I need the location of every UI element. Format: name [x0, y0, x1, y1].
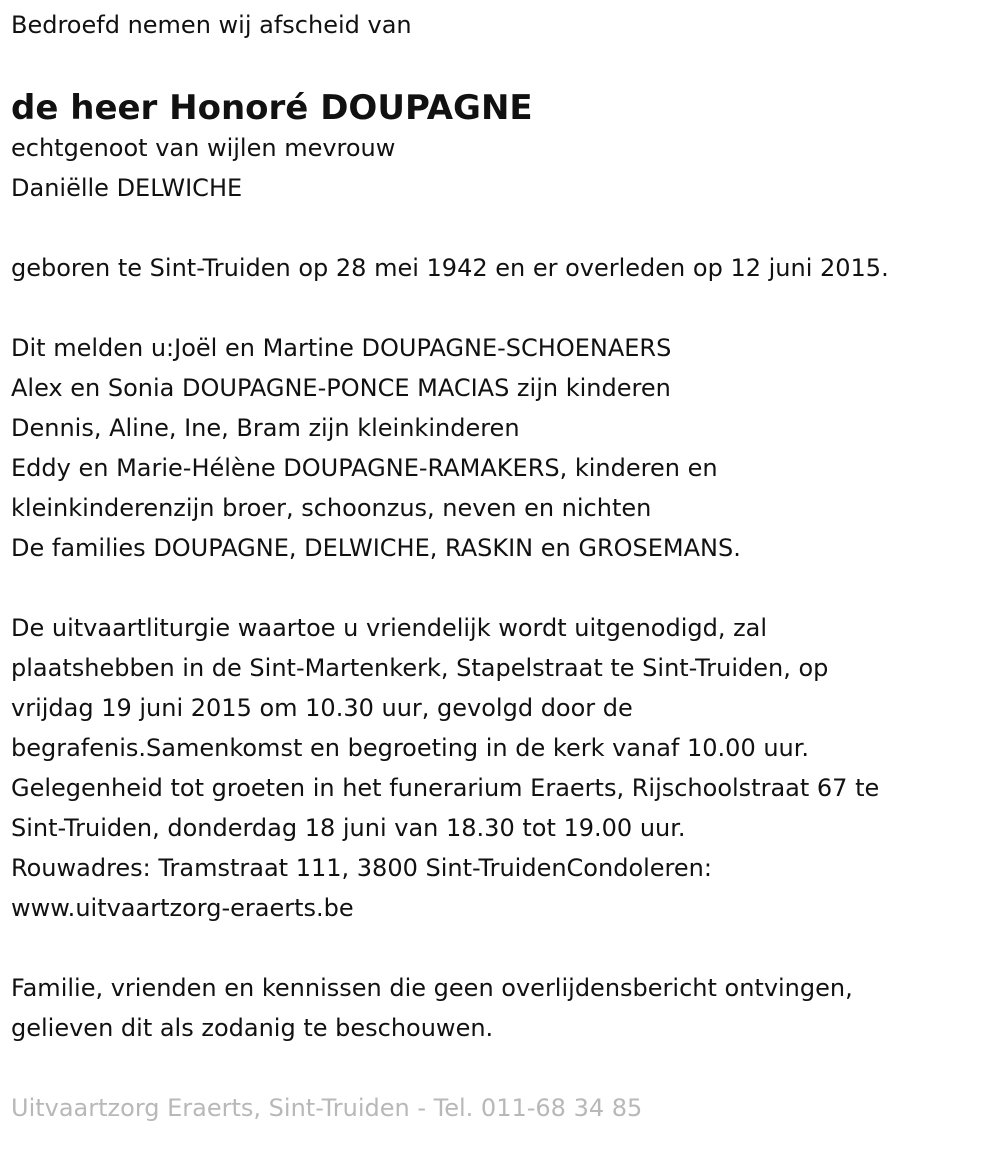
ceremony-line: Sint-Truiden, donderdag 18 juni van 18.30 tot 19.00 uur.: [11, 814, 686, 842]
family-line: Alex en Sonia DOUPAGNE-PONCE MACIAS zijn kinderen: [11, 374, 671, 402]
family-line: De families DOUPAGNE, DELWICHE, RASKIN en GROSEMANS.: [11, 534, 741, 562]
spouse-line-2: Daniëlle DELWICHE: [11, 174, 243, 202]
family-line: Dit melden u:Joël en Martine DOUPAGNE-SCHOENAERS: [11, 334, 672, 362]
closing-line: Familie, vrienden en kennissen die geen overlijdensbericht ontvingen,: [11, 974, 853, 1002]
deceased-name: de heer Honoré DOUPAGNE: [11, 88, 533, 128]
family-line: Eddy en Marie-Hélène DOUPAGNE-RAMAKERS, kinderen en: [11, 454, 718, 482]
death-notice: [11, 0, 991, 1128]
ceremony-line: vrijdag 19 juni 2015 om 10.30 uur, gevolgd door de: [11, 694, 633, 722]
family-section: [11, 328, 991, 568]
funeral-home-footer: Uitvaartzorg Eraerts, Sint-Truiden - Tel. 011-68 34 85: [11, 1094, 643, 1122]
ceremony-line: www.uitvaartzorg-eraerts.be: [11, 894, 354, 922]
closing-section: [11, 968, 991, 1048]
closing-line: gelieven dit als zodanig te beschouwen.: [11, 1014, 494, 1042]
birth-death-text: geboren te Sint-Truiden op 28 mei 1942 en er overleden op 12 juni 2015.: [11, 254, 889, 282]
spouse-line-1: echtgenoot van wijlen mevrouw: [11, 134, 396, 162]
ceremony-line: Gelegenheid tot groeten in het funerarium Eraerts, Rijschoolstraat 67 te: [11, 774, 880, 802]
ceremony-line: De uitvaartliturgie waartoe u vriendelijk wordt uitgenodigd, zal: [11, 614, 768, 642]
ceremony-line: plaatshebben in de Sint-Martenkerk, Stapelstraat te Sint-Truiden, op: [11, 654, 829, 682]
ceremony-line: begrafenis.Samenkomst en begroeting in de kerk vanaf 10.00 uur.: [11, 734, 810, 762]
ceremony-section: [11, 608, 991, 928]
intro-text: Bedroefd nemen wij afscheid van: [11, 11, 412, 39]
family-line: kleinkinderenzijn broer, schoonzus, neven en nichten: [11, 494, 652, 522]
ceremony-line: Rouwadres: Tramstraat 111, 3800 Sint-TruidenCondoleren:: [11, 854, 712, 882]
family-line: Dennis, Aline, Ine, Bram zijn kleinkinderen: [11, 414, 520, 442]
